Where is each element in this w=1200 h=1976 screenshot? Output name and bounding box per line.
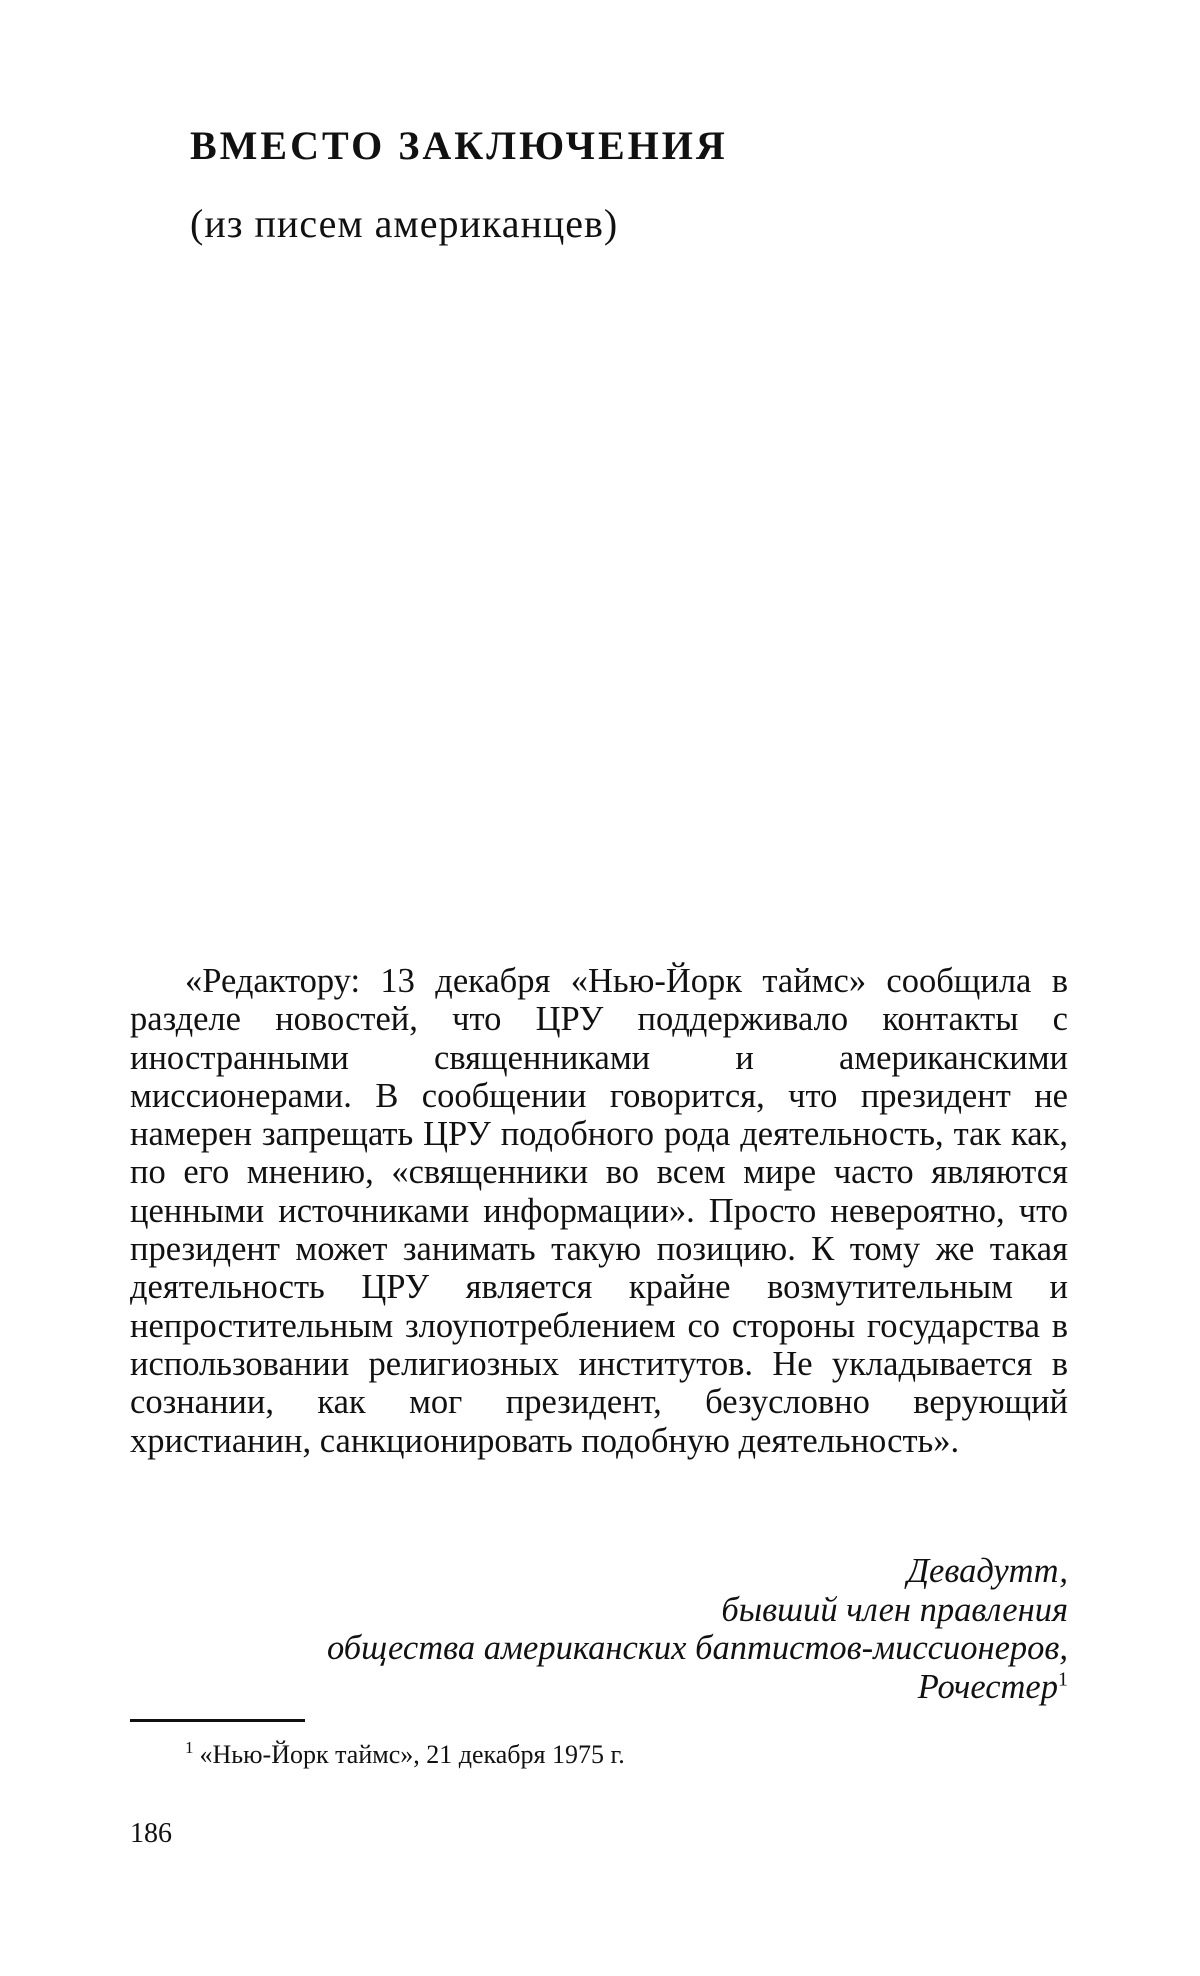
letter-signature xyxy=(168,1552,1068,1706)
footnote-reference: 1 xyxy=(1058,1668,1068,1690)
footnote-number: 1 xyxy=(185,1738,194,1758)
signature-organization: общества американских баптистов-миссионеров, xyxy=(327,1629,1068,1667)
signature-city: Рочестер xyxy=(917,1667,1058,1706)
footnote xyxy=(185,1740,625,1770)
signature-city-line xyxy=(168,1668,1068,1707)
chapter-title: ВМЕСТО ЗАКЛЮЧЕНИЯ xyxy=(190,123,728,168)
signature-name: Девадутт, xyxy=(907,1552,1068,1590)
signature-position: бывший член правления xyxy=(721,1590,1068,1629)
footnote-text: «Нью-Йорк таймс», 21 декабря 1975 г. xyxy=(199,1740,625,1769)
letter-text: «Редактору: 13 декабря «Нью-Йорк таймс» сообщила в разделе новостей, что ЦРУ поддерживало контакты с иностранными священниками и американскими миссионерами. В сообщении говорится, что президент не намерен запрещать ЦРУ подобного рода деятельность, так как, по его мнению, «священники во всем мире часто являются ценными источниками информации». Просто невероятно, что президент может занимать такую позицию. К тому же такая деятельность ЦРУ является крайне возмутительным и непростительным злоупотреблением со стороны государства в использовании религиозных институтов. Не укладывается в сознании, как мог президент, безусловно верующий христианин, санкционировать подобную деятельность». xyxy=(130,962,1068,1460)
chapter-subtitle: (из писем американцев) xyxy=(190,201,619,246)
page-number: 186 xyxy=(130,1818,172,1849)
footnote-divider xyxy=(130,1719,305,1722)
